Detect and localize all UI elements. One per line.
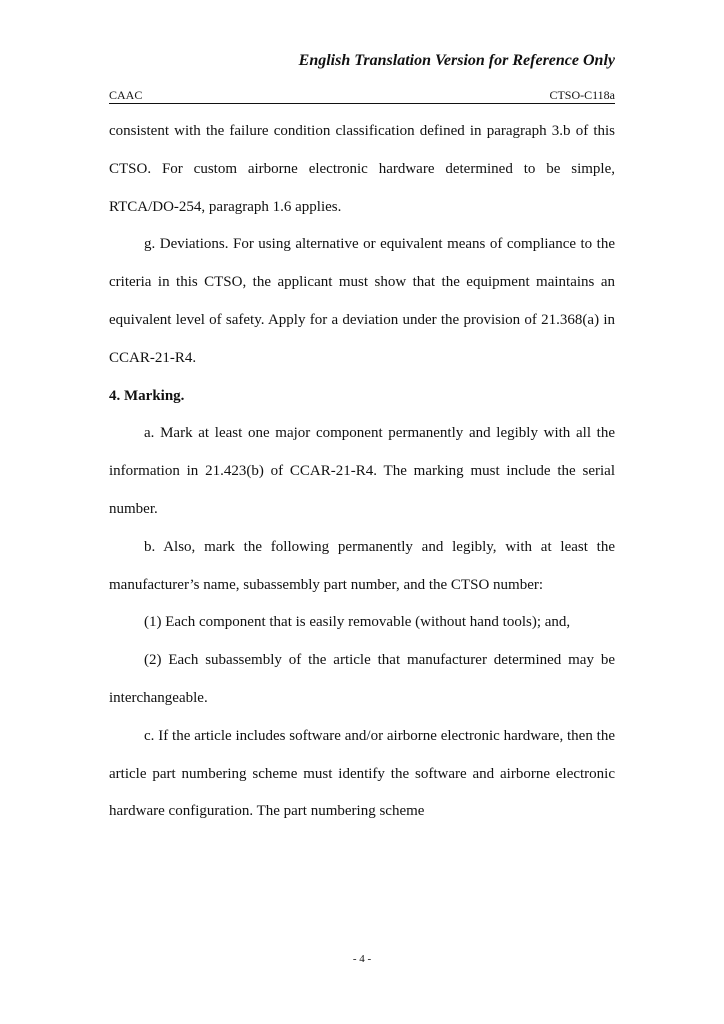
header-org: CAAC [109,88,143,102]
header-doc-id: CTSO-C118a [549,88,615,102]
paragraph-item-1: (1) Each component that is easily removable (without hand tools); and, [144,614,571,631]
page-header [109,88,615,104]
section-heading-marking: 4. Marking. [109,387,185,404]
paragraph-marking-a: a. Mark at least one major component permanently and legibly with all the information in 21.423(b) of CCAR-21-R4. The marking must include the serial number. [109,425,615,517]
paragraph-marking-c: c. If the article includes software and/or airborne electronic hardware, then the article part numbering scheme must identify the software and airborne electronic hardware configuration. The part numbering scheme [109,727,615,820]
paragraph-marking-b: b. Also, mark the following permanently and legibly, with at least the manufacturer’s name, subassembly part number, and the CTSO number: [109,538,615,593]
translation-banner: English Translation Version for Reference Only [298,52,615,69]
paragraph-continued: consistent with the failure condition classification defined in paragraph 3.b of this CTSO. For custom airborne electronic hardware determined to be simple, RTCA/DO-254, paragraph 1.6 applies. [109,123,615,215]
paragraph-item-2: (2) Each subassembly of the article that manufacturer determined may be interchangeable. [109,652,615,706]
document-body [109,113,615,831]
page-number: - 4 - [352,953,372,965]
paragraph-deviations: g. Deviations. For using alternative or equivalent means of compliance to the criteria in this CTSO, the applicant must show that the equipment maintains an equivalent level of safety. Apply for a deviation under the provision of 21.368(a) in CCAR-21-R4. [109,236,615,366]
